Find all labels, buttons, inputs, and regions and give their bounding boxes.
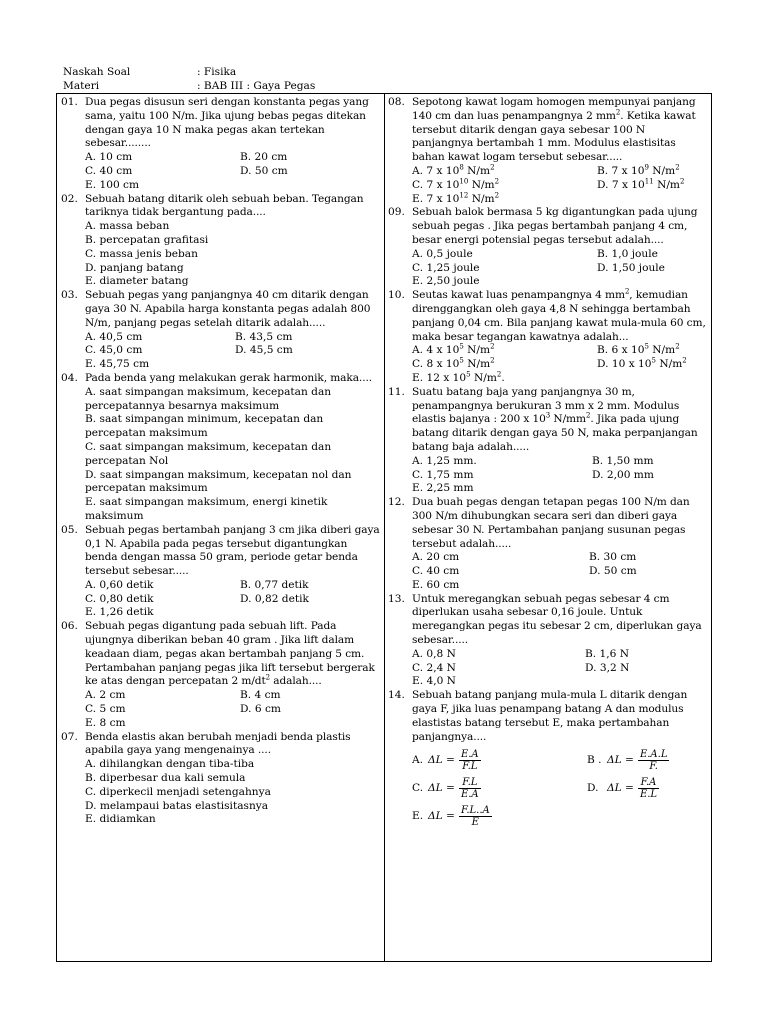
option-d: D. 10 x $10^5$ $N/m^2$ xyxy=(597,356,687,371)
question-number: 10. xyxy=(388,289,405,302)
question-text: Pada benda yang melakukan gerak harmonik, maka.... xyxy=(85,371,373,384)
question-number: 06. xyxy=(61,620,78,633)
left-column xyxy=(61,96,381,827)
option-c: C. ΔL = $\frac{F.L}{E.A}$ xyxy=(412,776,479,800)
question-text: Sebuah pegas bertambah panjang 3 cm jika diberi gaya 0,1 N. Apabila pada pegas tersebut digantungkan benda dengan massa 50 gram, periode getar benda tersebut sebesar..... xyxy=(85,523,380,578)
option-e: E. 2,50 joule xyxy=(412,275,480,288)
option-a: A. 1,25 mm. xyxy=(412,454,477,467)
option-e: E. diameter batang xyxy=(85,275,189,288)
option-c: C. 1,25 joule xyxy=(412,261,480,274)
question-13 xyxy=(388,593,708,690)
option-e: E. ΔL = $\frac{F.L..A}{E}$ xyxy=(412,804,490,828)
naskah-value: : Fisika xyxy=(197,66,237,78)
question-text: Dua buah pegas dengan tetapan pegas 100 N/m dan 300 N/m dihubungkan secara seri dan diberi gaya sebesar 30 N. Pertambahan panjang susunan pegas tersebut adalah..... xyxy=(412,496,690,550)
option-d: D. 7 x $10^{11}$ $N/m^2$ xyxy=(597,177,685,191)
option-c: C. 1,75 mm xyxy=(412,468,474,481)
question-06 xyxy=(61,620,381,730)
option-e: E. 8 cm xyxy=(85,716,126,729)
question-number: 02. xyxy=(61,192,78,205)
option-e: E. didiamkan xyxy=(85,813,156,826)
question-text: Sebuah batang ditarik oleh sebuah beban. Tegangan tariknya tidak bergantung pada.... xyxy=(85,192,364,219)
option-c: C. diperkecil menjadi setengahnya xyxy=(85,785,271,798)
option-d: D. 45,5 cm xyxy=(235,344,293,357)
option-b: B. 4 cm xyxy=(240,689,281,702)
option-e: E. saat simpangan maksimum, energi kinetik maksimum xyxy=(85,496,328,522)
question-text: Benda elastis akan berubah menjadi benda plastis apabila gaya yang mengenainya .... xyxy=(85,730,351,757)
question-01 xyxy=(61,96,381,193)
option-d: D. 2,00 mm xyxy=(592,468,654,481)
question-11 xyxy=(388,386,708,496)
option-a: A. 0,5 joule xyxy=(412,247,473,260)
option-b: B. 1,6 N xyxy=(585,647,630,660)
option-c: C. 40 cm xyxy=(412,565,460,578)
option-e: E. 100 cm xyxy=(85,178,140,191)
option-c: C. 8 x $10^5$ $N/m^2$ xyxy=(412,356,495,371)
question-number: 01. xyxy=(61,96,78,108)
option-c: C. 5 cm xyxy=(85,703,126,716)
option-a: A. 10 cm xyxy=(85,151,133,164)
option-d: D. 1,50 joule xyxy=(597,261,665,274)
materi-value: : BAB III : Gaya Pegas xyxy=(197,80,316,92)
question-number: 03. xyxy=(61,289,78,302)
materi-label: Materi xyxy=(63,80,100,92)
option-d: D. melampaui batas elastisitasnya xyxy=(85,799,269,812)
question-text: Suatu batang baja yang panjangnya 30 m, penampangnya berukuran 3 mm x 2 mm. Modulus elastis bajanya : 200 x $10^3$ $N/mm^2$. Jika pada ujung batang ditarik dengan gaya 50 N, maka perpanjangan batang baja adalah..... xyxy=(412,385,698,453)
option-e: E. 4,0 N xyxy=(412,675,456,688)
option-b: B. diperbesar dua kali semula xyxy=(85,772,246,785)
question-number: 14. xyxy=(388,689,405,702)
option-d: D. 3,2 N xyxy=(585,661,630,674)
option-c: C. 0,80 detik xyxy=(85,592,154,605)
option-c: C. saat simpangan maksimum, kecepatan dan percepatan Nol xyxy=(85,440,332,467)
option-b: B. 6 x $10^5$ $N/m^2$ xyxy=(597,342,680,357)
question-number: 09. xyxy=(388,206,405,219)
question-05 xyxy=(61,524,381,621)
option-a: A. 40,5 cm xyxy=(85,330,143,343)
option-b: B. 30 cm xyxy=(589,551,637,564)
option-e: E. 60 cm xyxy=(412,578,460,591)
question-07 xyxy=(61,731,381,828)
option-a: A. dihilangkan dengan tiba-tiba xyxy=(85,758,255,771)
option-e: E. 1,26 detik xyxy=(85,606,154,619)
question-text: Sepotong kawat logam homogen mempunyai panjang 140 cm dan luas penampangnya 2 $mm^2$. Ketika kawat tersebut ditarik dengan gaya sebesar 100 N panjangnya bertambah 1 mm. Modulus elastisitas bahan kawat logam tersebut sebesar..... xyxy=(412,96,696,164)
question-text: Seutas kawat luas penampangnya 4 $mm^2$, kemudian direnggangkan oleh gaya 4,8 N sehingga bertambah panjang 0,04 cm. Bila panjang kawat mula-mula 60 cm, maka besar tegangan kawatnya adalah... xyxy=(412,287,706,343)
option-d: D. 50 cm xyxy=(240,164,288,177)
option-c: C. 7 x $10^{10}$ $N/m^2$ xyxy=(412,177,500,191)
option-b: B. saat simpangan minimum, kecepatan dan percepatan maksimum xyxy=(85,413,324,440)
option-c: C. 40 cm xyxy=(85,164,133,177)
question-02 xyxy=(61,193,381,290)
option-d: D. panjang batang xyxy=(85,261,184,274)
question-number: 08. xyxy=(388,96,405,108)
option-a: A. 20 cm xyxy=(412,551,460,564)
naskah-label: Naskah Soal xyxy=(63,66,131,78)
question-text: Sebuah batang panjang mula-mula L ditarik dengan gaya F, jika luas penampang batang A dan modulus elastistas batang tersebut E, maka pertambahan panjangnya.... xyxy=(412,689,688,743)
option-b: B. 43,5 cm xyxy=(235,330,293,343)
option-b: B. 1,0 joule xyxy=(597,247,658,260)
question-12 xyxy=(388,496,708,593)
question-text: Sebuah balok bermasa 5 kg digantungkan pada ujung sebuah pegas . Jika pegas bertambah panjang 4 cm, besar energi potensial pegas tersebut adalah.... xyxy=(412,206,698,246)
option-d: D. 50 cm xyxy=(589,565,637,578)
column-divider xyxy=(384,93,385,962)
option-b: B. 7 x $10^9$ $N/m^2$ xyxy=(597,163,680,177)
question-03 xyxy=(61,289,381,372)
option-a: A. ΔL = $\frac{E.A}{F.L}$ xyxy=(412,748,479,772)
question-number: 13. xyxy=(388,592,405,605)
question-14 xyxy=(388,689,708,830)
option-c: C. 2,4 N xyxy=(412,661,456,674)
option-a: A. massa beban xyxy=(85,220,170,233)
option-a: A. 4 x $10^5$ $N/m^2$ xyxy=(412,342,495,357)
option-a: A. 2 cm xyxy=(85,689,126,702)
question-number: 12. xyxy=(388,496,405,509)
right-column xyxy=(388,96,708,830)
question-number: 04. xyxy=(61,371,78,384)
question-10 xyxy=(388,289,708,386)
question-04 xyxy=(61,372,381,524)
question-text: Sebuah pegas digantung pada sebuah lift. Pada ujungnya diberikan beban 40 gram . Jika lift dalam keadaan diam, pegas akan bertambah panjang 5 cm. Pertambahan panjang pegas jika lift tersebut bergerak ke atas dengan percepatan 2 $m/dt^2$ adalah.... xyxy=(85,620,375,688)
question-09 xyxy=(388,206,708,289)
option-d: D. ΔL = $\frac{F.A}{E.L}$ xyxy=(587,776,658,800)
option-d: D. 6 cm xyxy=(240,703,281,716)
option-d: D. 0,82 detik xyxy=(240,592,309,605)
option-e: E. 45,75 cm xyxy=(85,358,150,371)
question-text: Dua pegas disusun seri dengan konstanta pegas yang sama, yaitu 100 N/m. Jika ujung bebas pegas ditekan dengan gaya 10 N maka pegas akan tertekan sebesar........ xyxy=(85,96,369,150)
option-b: B. 0,77 detik xyxy=(240,578,309,591)
option-a: A. 7 x $10^8$ $N/m^2$ xyxy=(412,163,495,177)
option-d: D. saat simpangan maksimum, kecepatan nol dan percepatan maksimum xyxy=(85,468,352,495)
option-e: E. 12 x $10^5$ $N/m^2$. xyxy=(412,370,505,384)
option-b: B . ΔL = $\frac{E.A.L}{F.}$ xyxy=(587,748,668,772)
option-b: B. 20 cm xyxy=(240,151,288,164)
option-c: C. massa jenis beban xyxy=(85,247,198,260)
question-number: 05. xyxy=(61,523,78,536)
question-number: 11. xyxy=(388,385,405,398)
option-e: E. 7 x $10^{12}$ $N/m^2$ xyxy=(412,191,500,205)
option-c: C. 45,0 cm xyxy=(85,344,143,357)
option-a: A. 0,60 detik xyxy=(85,578,154,591)
question-08 xyxy=(388,96,708,206)
option-b: B. percepatan grafitasi xyxy=(85,233,209,246)
option-a: A. saat simpangan maksimum, kecepatan dan percepatannya besarnya maksimum xyxy=(85,385,332,412)
question-text: Sebuah pegas yang panjangnya 40 cm ditarik dengan gaya 30 N. Apabila harga konstanta pegas adalah 800 N/m, panjang pegas setelah ditarik adalah..... xyxy=(85,289,371,329)
question-text: Untuk meregangkan sebuah pegas sebesar 4 cm diperlukan usaha sebesar 0,16 joule. Untuk meregangkan pegas itu sebesar 2 cm, diperlukan gaya sebesar..... xyxy=(412,592,702,647)
option-a: A. 0,8 N xyxy=(412,647,456,660)
option-e: E. 2,25 mm xyxy=(412,482,474,495)
option-b: B. 1,50 mm xyxy=(592,454,654,467)
question-number: 07. xyxy=(61,730,78,743)
